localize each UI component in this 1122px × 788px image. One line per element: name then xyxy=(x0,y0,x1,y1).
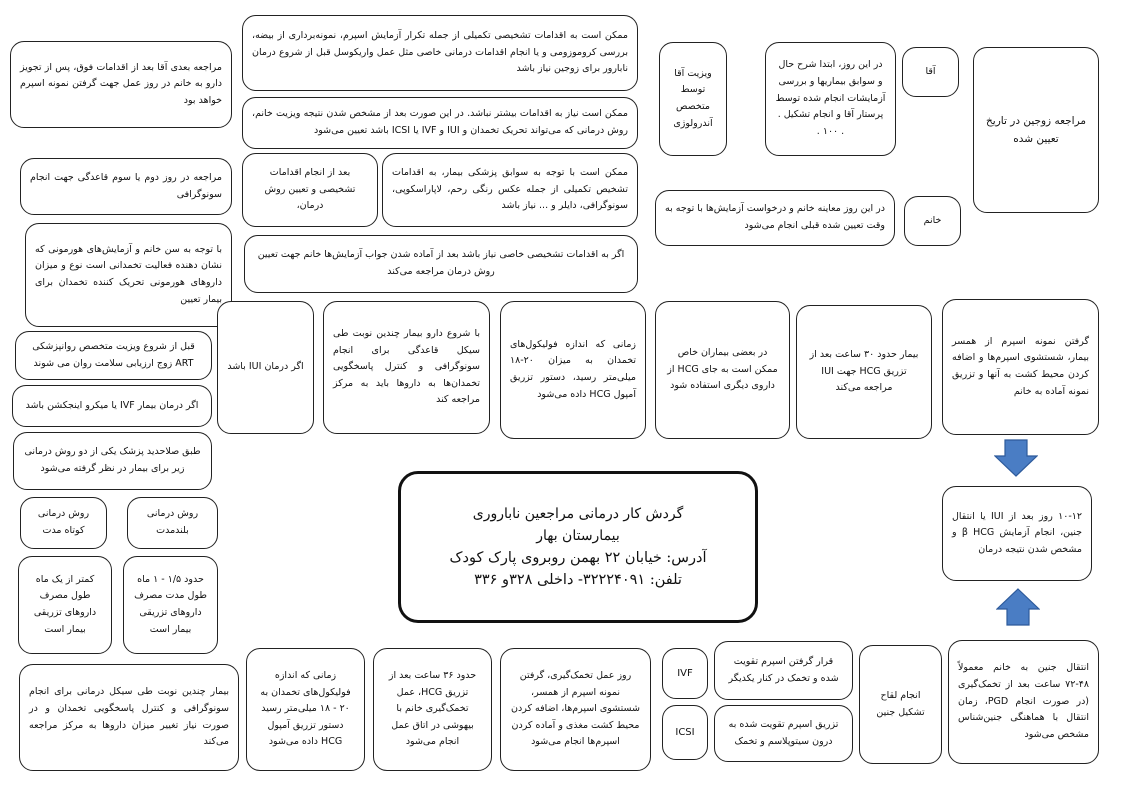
option-text: روش درمانی بلندمدت xyxy=(146,508,199,536)
note-female-extra-diagnostics xyxy=(382,153,638,227)
step-text: انتقال جنین به خانم معمولاً ۴۸-۷۲ ساعت بعد از تخمک‌گیری (در صورت انجام PGD، زمان انتقال با هماهنگی جنین‌شناس مشخص می‌شود xyxy=(958,662,1090,740)
note-return-with-results xyxy=(244,235,638,293)
step-text: مراجعه در روز دوم یا سوم قاعدگی جهت انجام سونوگرافی xyxy=(30,171,222,200)
step-male-andrology-visit xyxy=(659,42,727,156)
step-text: در این روز، ابتدا شرح حال و سوابق بیماریها و بررسی آزمایشات انجام شده توسط پرستار آقا و انجام تشکیل . . ۱۰۰ . xyxy=(775,59,886,137)
step-text: ویزیت آقا توسط متخصص آندرولوژی xyxy=(673,67,713,129)
step-text: در بعضی بیماران خاص ممکن است به جای HCG از داروی دیگری استفاده شود xyxy=(667,347,778,392)
step-sperm-preparation xyxy=(500,648,651,771)
label-text: IVF xyxy=(677,667,693,679)
step-text: انجام لقاح تشکیل جنین xyxy=(876,689,925,718)
option-text: روش درمانی کوتاه مدت xyxy=(37,508,90,536)
detail-short-protocol xyxy=(18,556,112,654)
step-embryo-formation xyxy=(859,645,942,764)
step-text: قرار گرفتن اسپرم تقویت شده و تخمک در کنار یکدیگر xyxy=(728,655,839,684)
step-hormone-dosing xyxy=(25,223,232,327)
step-iui-return xyxy=(796,305,932,439)
label-female xyxy=(904,196,961,246)
note-after-diagnostics xyxy=(242,153,378,227)
hospital-phone: تلفن: ۳۲۲۲۴۰۹۱- داخلی ۳۲۸و ۳۳۶ xyxy=(474,572,682,588)
step-ivf-fertilization xyxy=(714,641,853,700)
detail-text: کمتر از یک ماه طول مصرف داروهای تزریقی بیمار است xyxy=(33,573,97,635)
note-text: ممکن است با توجه به سوابق پزشکی بیمار، به اقدامات تشخیص تکمیلی از جمله عکس رنگی رحم، لاپاراسکوپی، سونوگرافی، دایلر و ... نیاز باشد xyxy=(392,167,628,212)
step-if-iui xyxy=(217,301,314,434)
step-if-ivf-icsi xyxy=(12,385,212,427)
step-text: اگر درمان بیمار IVF یا میکرو اینجکشن باشد xyxy=(25,399,199,411)
title-panel xyxy=(398,471,758,623)
step-iui-alt-drug xyxy=(655,301,790,439)
step-text: طبق صلاحدید پزشک یکی از دو روش درمانی زیر برای بیمار در نظر گرفته می‌شود xyxy=(24,446,201,474)
step-ivf-monitoring xyxy=(19,664,239,771)
step-text: بیمار چندین نوبت طی سیکل درمانی برای انجام سونوگرافی و کنترل پاسخگویی تخمدان و در صورت نیاز تغییر میزان داروها به مرکز مراجعه می‌کند xyxy=(29,686,229,748)
note-extra-diagnostics-male xyxy=(242,15,638,91)
step-text: مراجعه زوجین در تاریخ تعیین شده xyxy=(986,114,1086,145)
note-male-next-visit xyxy=(10,41,232,128)
step-text: تزریق اسپرم تقویت شده به درون سیتوپلاسم و تخمک xyxy=(728,718,839,747)
detail-text: حدود ۱/۵ - ۱ ماه طول مدت مصرف داروهای تزریقی بیمار است xyxy=(134,573,207,635)
step-egg-retrieval xyxy=(373,648,492,771)
step-iui-hcg xyxy=(500,301,646,439)
step-day2-3-ultrasound xyxy=(20,158,232,215)
step-iui-sperm-prep xyxy=(942,299,1099,435)
step-text: گرفتن نمونه اسپرم از همسر بیمار، شستشوی اسپرم‌ها و اضافه کردن محیط کشت به آنها و تزریق نمونه آماده به خانم xyxy=(952,335,1089,397)
option-long-protocol xyxy=(127,497,218,549)
step-pregnancy-test xyxy=(942,486,1092,581)
step-ivf-hcg xyxy=(246,648,365,771)
step-icsi-injection xyxy=(714,705,853,762)
detail-long-protocol xyxy=(123,556,218,654)
step-female-exam xyxy=(655,190,895,246)
step-text: زمانی که اندازه فولیکول‌های تخمدان به میزان ۲۰-۱۸ میلی‌متر رسید، دستور تزریق آمپول HCG داده می‌شود xyxy=(510,338,636,400)
label-ivf xyxy=(662,648,708,699)
label-icsi xyxy=(662,705,708,760)
step-embryo-transfer xyxy=(948,640,1099,764)
step-psych-evaluation xyxy=(15,331,212,380)
step-iui-monitoring xyxy=(323,301,490,434)
step-male-history-review xyxy=(765,42,896,156)
hospital-name: بیمارستان بهار xyxy=(536,528,620,544)
down-arrow-icon xyxy=(994,439,1038,477)
up-arrow-icon xyxy=(996,588,1040,626)
step-text: با شروع دارو بیمار چندین نوبت طی سیکل قاعدگی برای انجام سونوگرافی و کنترل پاسخگویی تخمدان‌ها به داروها باید به مرکز مراجعه کند xyxy=(333,327,480,406)
hospital-address: آدرس: خیابان ۲۲ بهمن روبروی پارک کودک xyxy=(449,550,707,566)
note-text: بعد از انجام اقدامات تشخیصی و تعیین روش درمان، xyxy=(264,167,356,212)
step-text: بیمار حدود ۳۰ ساعت بعد از تزریق HCG جهت IUI مراجعه می‌کند xyxy=(809,349,919,394)
step-text: قبل از شروع ویزیت متخصص روانپزشکی ART زوج ارزیابی سلامت روان می شوند xyxy=(32,340,195,369)
step-text: با توجه به سن خانم و آزمایش‌های هورمونی که نشان دهنده فعالیت تخمدانی است نوع و میزان داروهای هورمونی تحریک کننده تخمدان برای بیمار تعیین xyxy=(35,243,222,305)
label-male xyxy=(902,47,959,97)
label-text: ICSI xyxy=(675,726,695,738)
note-no-extra-needed xyxy=(242,97,638,149)
page-title: گردش کار درمانی مراجعین ناباروری xyxy=(472,506,684,522)
note-text: ممکن است نیاز به اقدامات بیشتر نباشد. در این صورت بعد از مشخص شدن نتیجه ویزیت خانم، روش درمانی که می‌تواند تحریک تخمدان و IUI و IVF یا ICSI باشد تعیین می‌شود xyxy=(252,108,628,136)
step-text: حدود ۳۶ ساعت بعد از تزریق HCG، عمل تخمک‌گیری خانم با بیهوشی در اتاق عمل انجام می‌شود xyxy=(388,669,477,748)
step-choose-protocol xyxy=(13,432,212,490)
label-text: آقا xyxy=(925,65,936,77)
note-text: مراجعه بعدی آقا بعد از اقدامات فوق، پس از تجویز دارو به خانم در روز عمل جهت گرفتن نمونه اسپرم خواهد بود xyxy=(20,61,222,106)
step-text: زمانی که اندازه فولیکول‌های تخمدان به ۲۰ - ۱۸ میلی‌متر رسید دستور تزریق آمپول HCG داده می‌شود xyxy=(260,669,351,748)
step-text: روز عمل تخمک‌گیری، گرفتن نمونه اسپرم از همسر، شستشوی اسپرم‌ها، اضافه کردن محیط کشت مغذی و آماده کردن اسپرم‌ها انجام می‌شود xyxy=(511,669,640,748)
label-text: خانم xyxy=(923,214,942,226)
note-text: اگر به اقدامات تشخیصی خاصی نیاز باشد بعد از آماده شدن جواب آزمایش‌ها خانم جهت تعیین روش درمان مراجعه می‌کند xyxy=(257,249,625,277)
option-short-protocol xyxy=(20,497,107,549)
note-text: ممکن است به اقدامات تشخیصی تکمیلی از جمله تکرار آزمایش اسپرم، نمونه‌برداری از بیضه، بررسی کروموزومی و یا انجام اقدامات درمانی خاصی مثل عمل واریکوسل قبل از شروع درمان نابارور برای زوجین نیاز باشد xyxy=(252,30,628,75)
step-text: در این روز معاینه خانم و درخواست آزمایش‌ها با توجه به وقت تعیین شده قبلی انجام می‌شود xyxy=(665,203,885,231)
step-couple-visit xyxy=(973,47,1099,213)
step-text: اگر درمان IUI باشد xyxy=(227,361,304,373)
step-text: ۱۰-۱۲ روز بعد از IUI یا انتقال جنین، انجام آزمایش β HCG و مشخص شدن نتیجه درمان xyxy=(952,510,1083,555)
